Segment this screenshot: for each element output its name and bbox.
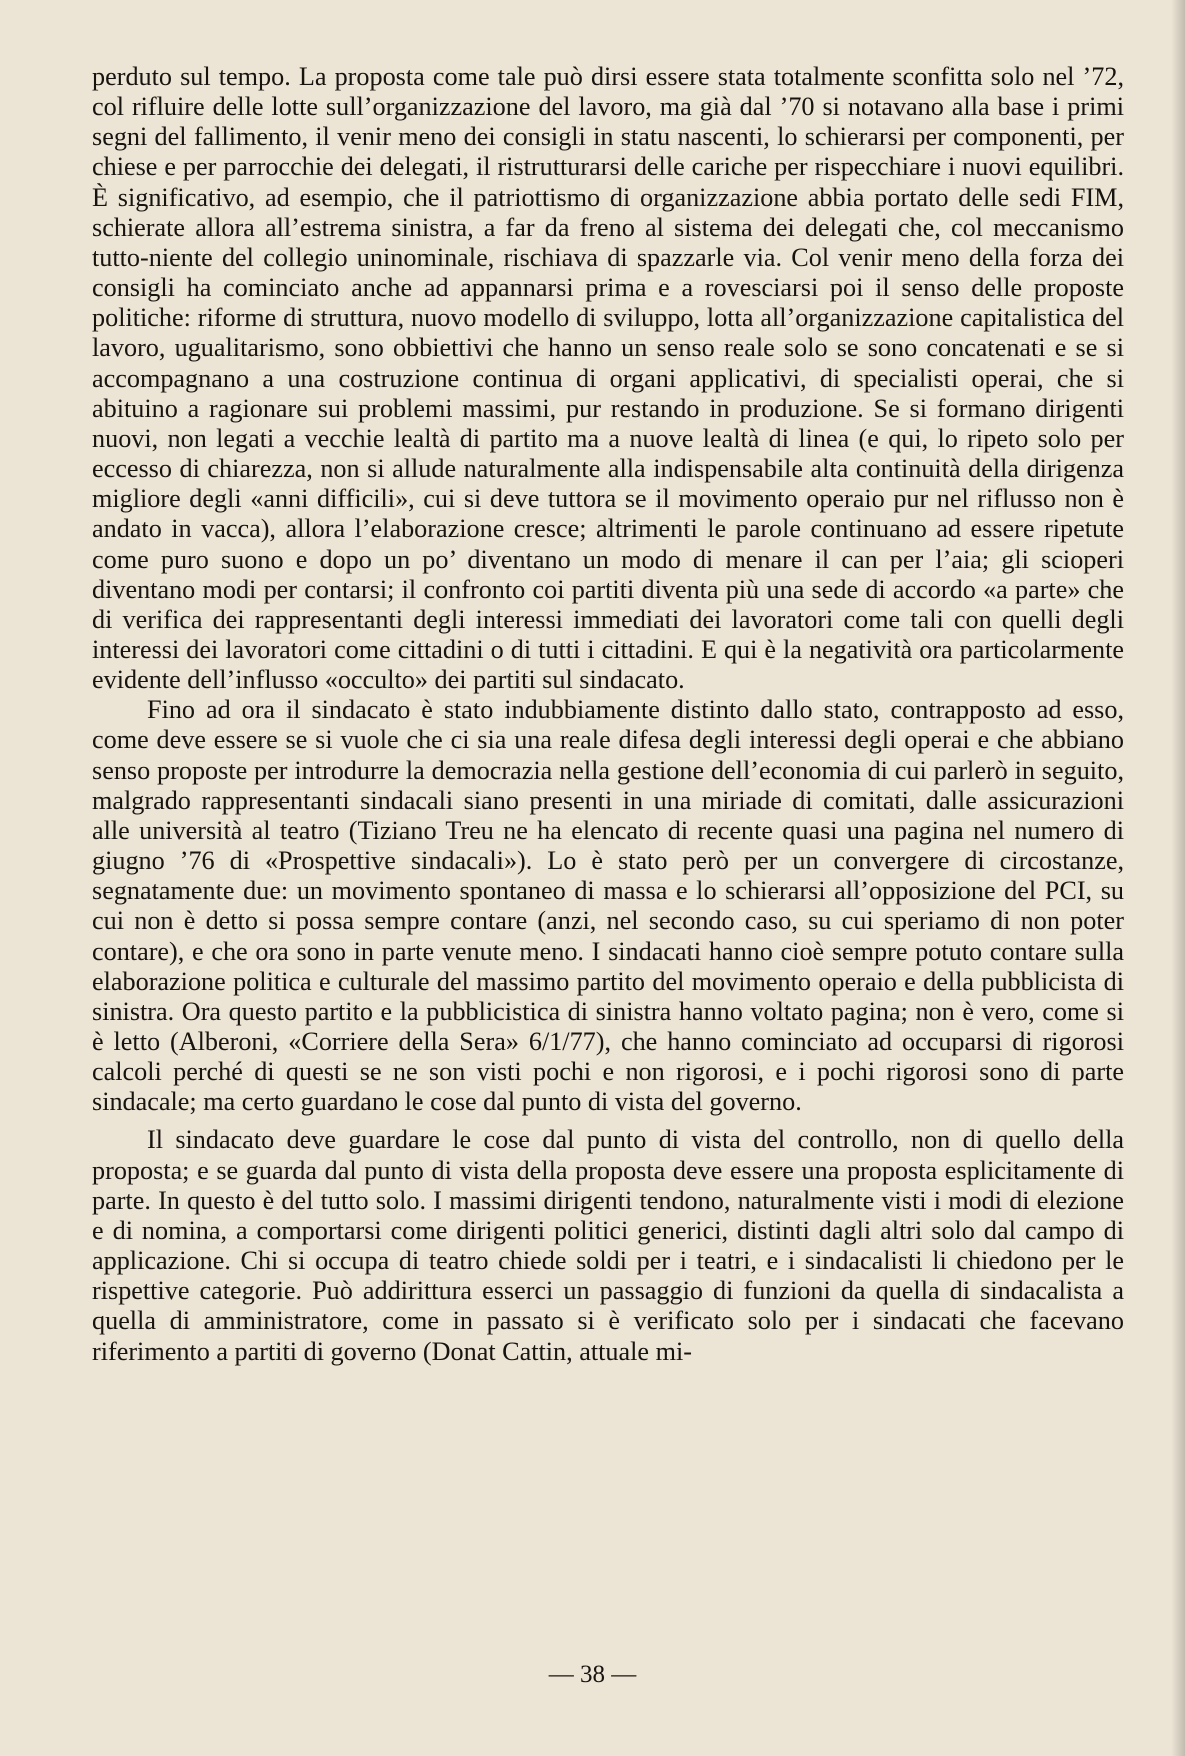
paragraph-3: Il sindacato deve guardare le cose dal punto di vista del controllo, non di quello della proposta; e se guarda dal punto di vista della proposta deve essere una proposta esplicitamente di parte. In questo è del tutto solo. I massimi dirigenti tendono, naturalmente visti i modi di elezione e di nomina, a comportarsi come dirigenti politici generici, distinti dagli altri solo dal campo di applicazione. Chi si occupa di teatro chiede soldi per i teatri, e i sindacalisti li chiedono per le rispettive categorie. Può addirittura esserci un passaggio di funzioni da quella di sindacalista a quella di amministratore, come in passato si è verificato solo per i sindacati che facevano riferimento a partiti di governo (Donat Cattin, attuale mi- [92, 1125, 1124, 1366]
page-edge-shadow [1171, 0, 1185, 1756]
paragraph-1: perduto sul tempo. La proposta come tale può dirsi essere stata totalmente sconfitta solo nel ’72, col rifluire delle lotte sull’organizzazione del lavoro, ma già dal ’70 si notavano alla base i primi segni del fallimento, il venir meno dei consigli in statu nascenti, lo schierarsi per componenti, per chiese e per parrocchie dei delegati, il ristrutturarsi delle cariche per rispecchiare i nuovi equilibri. È significativo, ad esempio, che il patriottismo di organizzazione abbia portato delle sedi FIM, schierate allora all’estrema sinistra, a far da freno al sistema dei delegati che, col meccanismo tutto-niente del collegio uninominale, rischiava di spazzarle via. Col venir meno della forza dei consigli ha cominciato anche ad appannarsi prima e a rovesciarsi poi il senso delle proposte politiche: riforme di struttura, nuovo modello di sviluppo, lotta all’organizzazione capitalistica del lavoro, ugualitarismo, sono obbiettivi che hanno un senso reale solo se sono concatenati e se si accompagnano a una costruzione continua di organi applicativi, di specialisti operai, che si abituino a ragionare sui problemi massimi, pur restando in produzione. Se si formano dirigenti nuovi, non legati a vecchie lealtà di partito ma a nuove lealtà di linea (e qui, lo ripeto solo per eccesso di chiarezza, non si allude naturalmente alla indispensabile alta continuità della dirigenza migliore degli «anni difficili», cui si deve tuttora se il movimento operaio pur nel riflusso non è andato in vacca), allora l’elaborazione cresce; altrimenti le parole continuano ad essere ripetute come puro suono e dopo un po’ diventano un modo di menare il can per l’aia; gli scioperi diventano modi per contarsi; il confronto coi partiti diventa più una sede di accordo «a parte» che di verifica dei rappresentanti degli interessi immediati dei lavoratori come tali con quelli degli interessi dei lavoratori come cittadini o di tutti i cittadini. E qui è la negatività ora particolarmente evidente dell’influsso «occulto» dei partiti sul sindacato. [92, 62, 1124, 695]
body-text [92, 62, 1124, 1367]
paragraph-2: Fino ad ora il sindacato è stato indubbiamente distinto dallo stato, contrapposto ad esso, come deve essere se si vuole che ci sia una reale difesa degli interessi degli operai e che abbiano senso proposte per introdurre la democrazia nella gestione dell’economia di cui parlerò in seguito, malgrado rappresentanti sindacali siano presenti in una miriade di comitati, dalle assicurazioni alle università al teatro (Tiziano Treu ne ha elencato di recente quasi una pagina nel numero di giugno ’76 di «Prospettive sindacali»). Lo è stato però per un convergere di circostanze, segnatamente due: un movimento spontaneo di massa e lo schierarsi all’opposizione del PCI, su cui non è detto si possa sempre contare (anzi, nel secondo caso, su cui speriamo di non poter contare), e che ora sono in parte venute meno. I sindacati hanno cioè sempre potuto contare sulla elaborazione politica e culturale del massimo partito del movimento operaio e della pubblicista di sinistra. Ora questo partito e la pubblicistica di sinistra hanno voltato pagina; non è vero, come si è letto (Alberoni, «Corriere della Sera» 6/1/77), che hanno cominciato ad occuparsi di rigorosi calcoli perché di questi se ne son visti pochi e non rigorosi, e i pochi rigorosi sono di parte sindacale; ma certo guardano le cose dal punto di vista del governo. [92, 695, 1124, 1117]
page-number: — 38 — [548, 1661, 637, 1688]
